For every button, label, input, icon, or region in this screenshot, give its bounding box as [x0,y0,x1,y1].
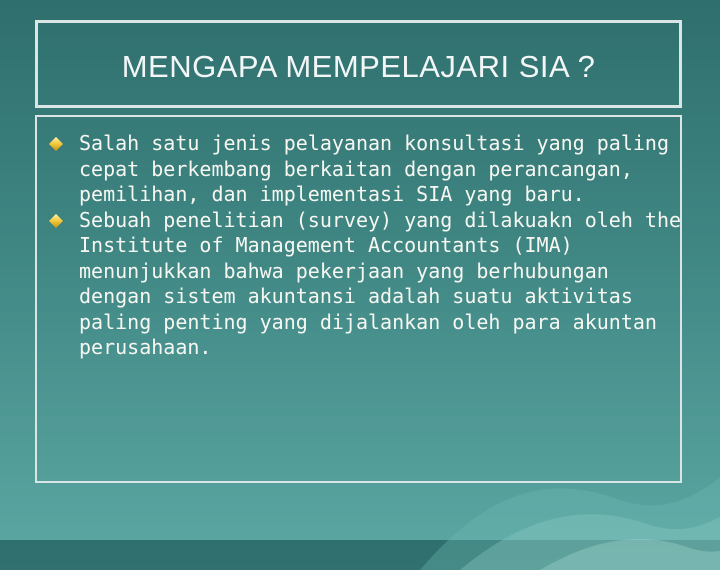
diamond-bullet-icon [49,213,63,227]
title-frame [35,20,682,108]
bullet-text: Salah satu jenis pelayanan konsultasi yang paling cepat berkembang berkaitan dengan perancangan, pemilihan, dan implementasi SIA yang baru. [79,131,670,206]
bullet-list [79,131,689,361]
content-frame [35,115,682,483]
list-item [79,131,689,208]
list-item [79,208,689,361]
slide-title: MENGAPA MEMPELAJARI SIA ? [121,49,596,84]
diamond-bullet-icon [49,137,63,151]
bullet-text: Sebuah penelitian (survey) yang dilakuakn oleh the Institute of Management Accountants (IMA) menunjukkan bahwa pekerjaan yang berhubungan dengan sistem akuntansi adalah suatu aktivitas paling penting yang dijalankan oleh para akuntan perusahaan. [79,207,682,359]
